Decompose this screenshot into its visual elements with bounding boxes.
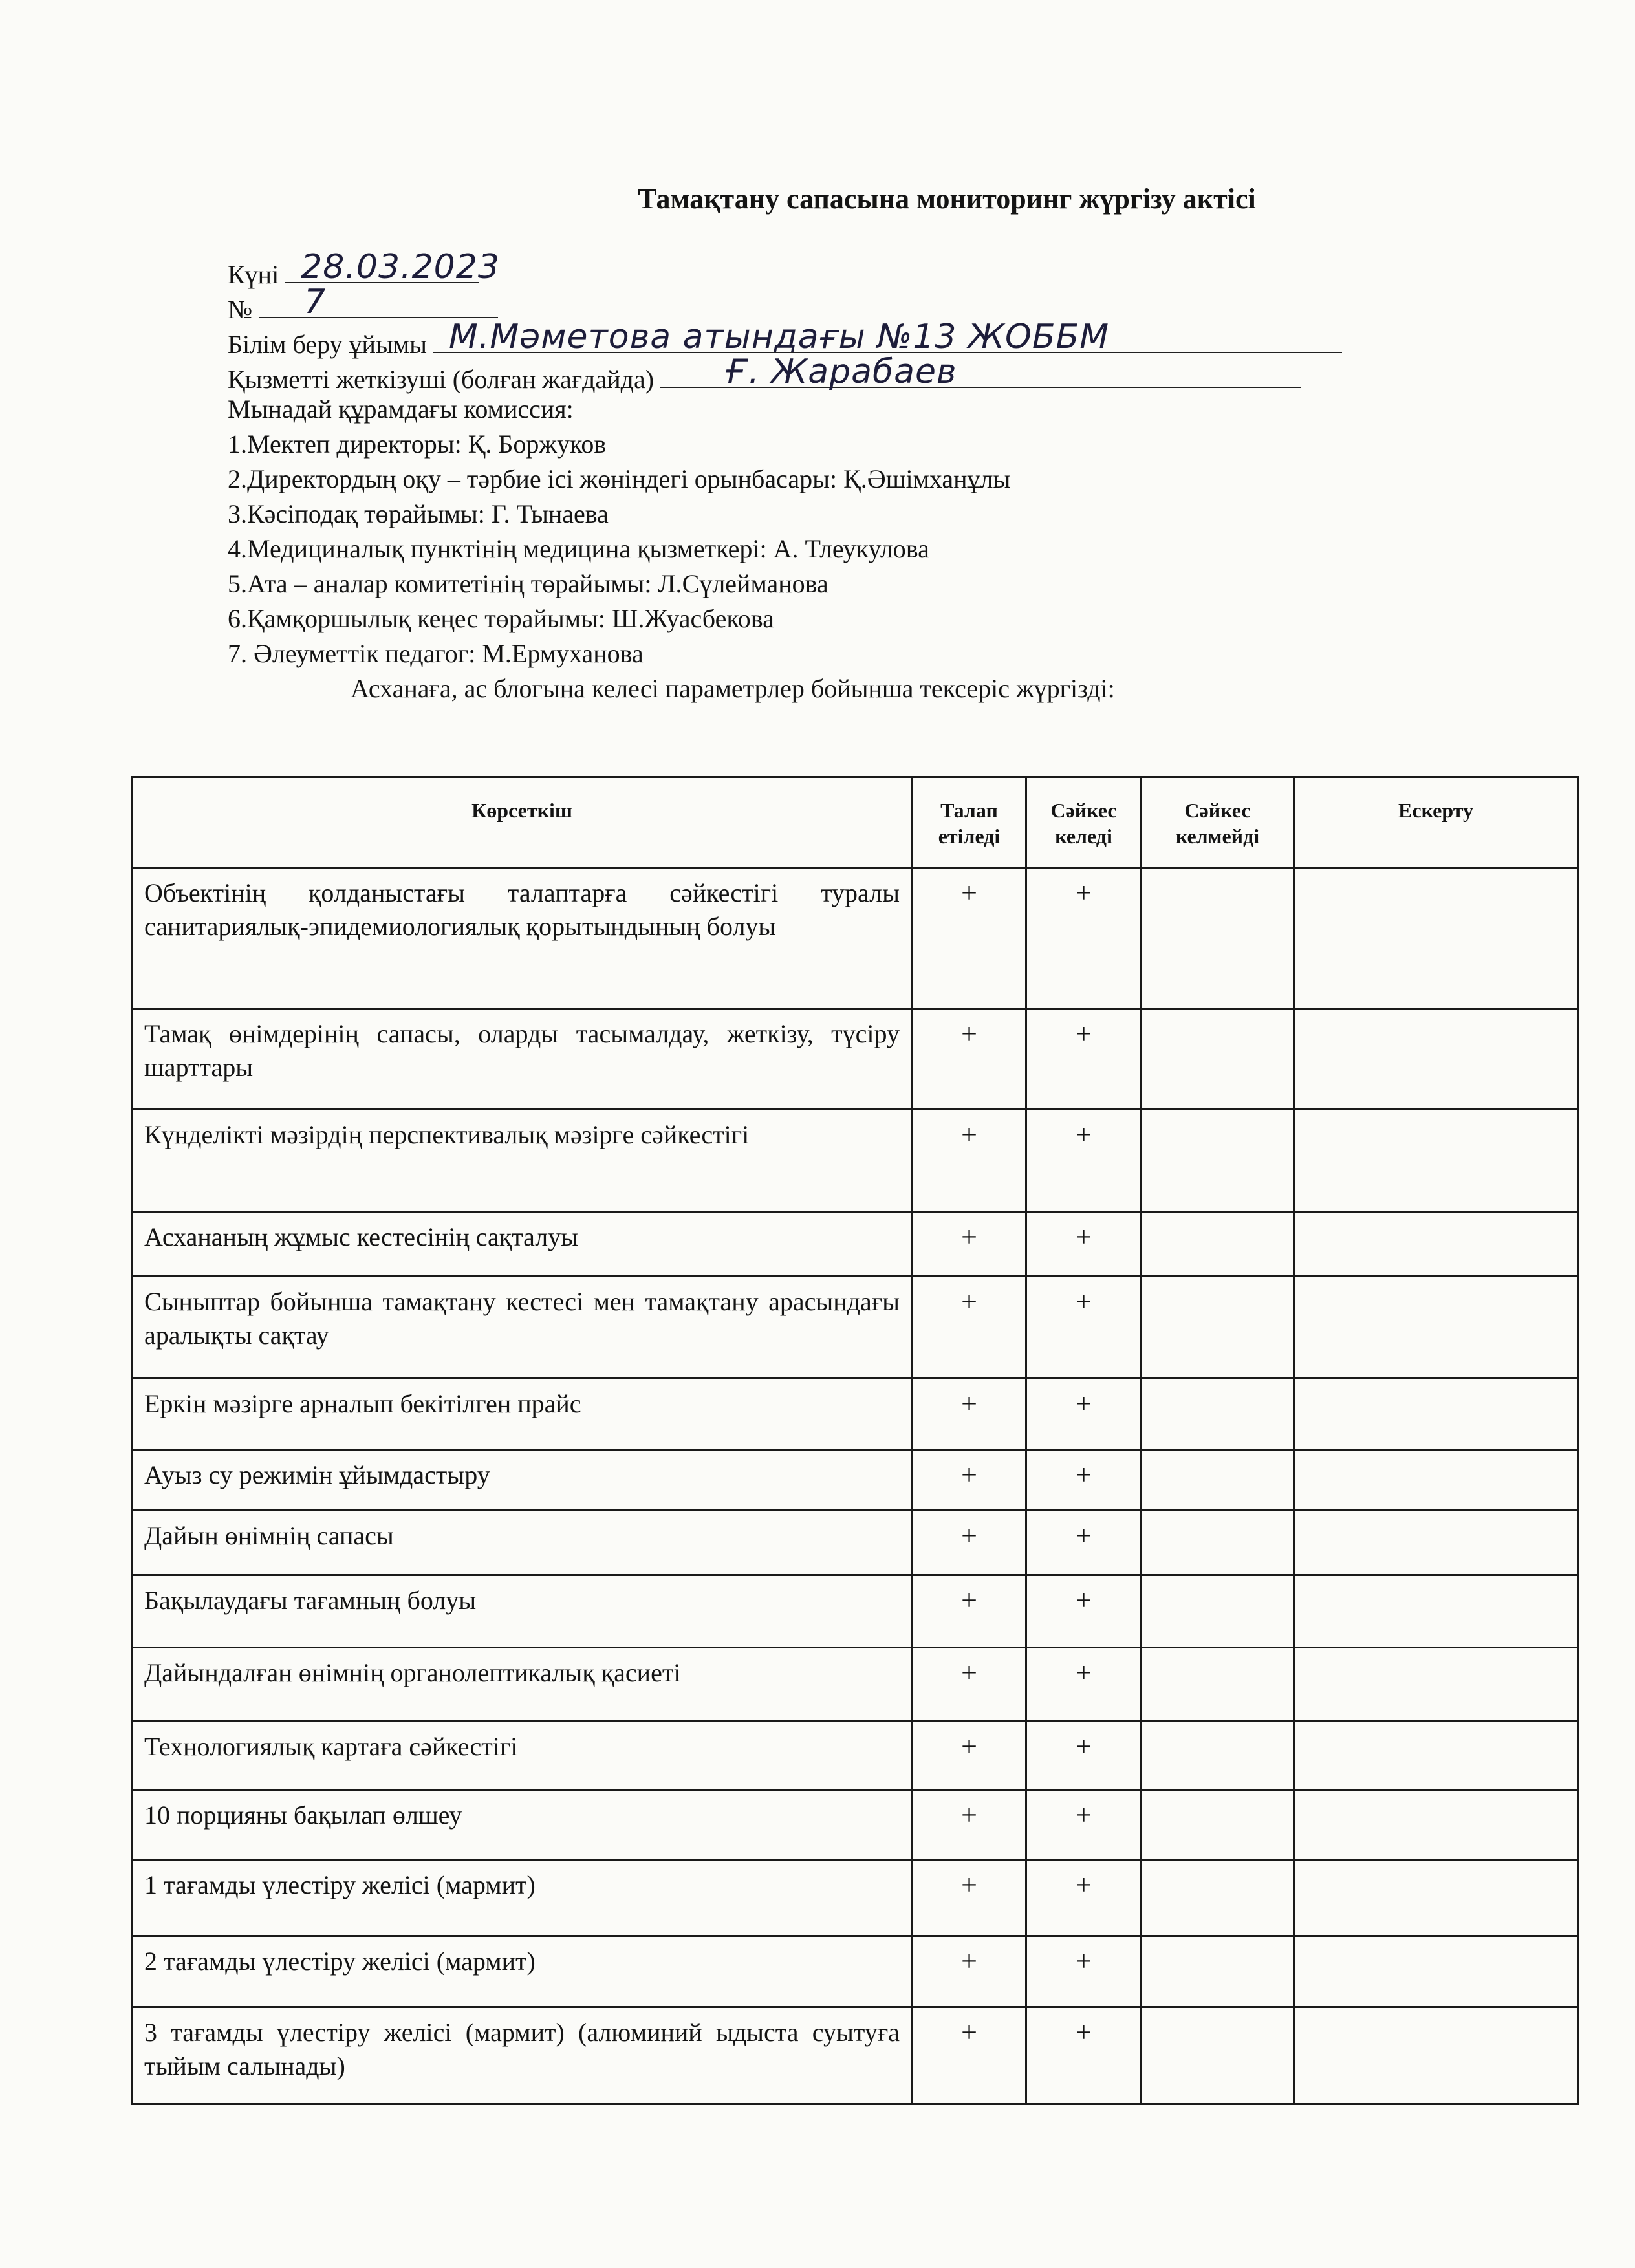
row-not-matches-mark — [1142, 1936, 1294, 2007]
org-label: Білім беру ұйымы — [228, 330, 427, 359]
row-indicator: Асхананың жұмыс кестесінің сақталуы — [132, 1212, 913, 1277]
row-not-matches-mark — [1142, 1722, 1294, 1790]
row-not-matches-mark — [1142, 1277, 1294, 1379]
member-2: 2.Директордың оқу – тәрбие ісі жөніндегі орынбасары: Қ.Әшімханұлы — [228, 464, 1011, 493]
table-row — [132, 1379, 1578, 1450]
col-required: Талап етіледі — [913, 777, 1026, 868]
row-not-matches-mark — [1142, 1212, 1294, 1277]
table-body — [132, 868, 1578, 2104]
number-line — [228, 283, 1489, 324]
row-matches-mark: + — [1026, 1575, 1142, 1648]
col-indicator: Көрсеткіш — [132, 777, 913, 868]
row-not-matches-mark — [1142, 2007, 1294, 2104]
member-4: 4.Медициналық пунктінің медицина қызметкері: А. Тлеукулова — [228, 534, 929, 563]
row-required-mark: + — [913, 868, 1026, 1009]
row-matches-mark: + — [1026, 1009, 1142, 1110]
supplier-field — [660, 352, 1301, 391]
table-header-row — [132, 777, 1578, 868]
date-value: 28.03.2023 — [301, 248, 500, 286]
row-required-mark: + — [913, 1722, 1026, 1790]
row-note — [1294, 1790, 1578, 1860]
row-not-matches-mark — [1142, 1648, 1294, 1722]
row-matches-mark: + — [1026, 1379, 1142, 1450]
row-indicator: Технологиялық картаға сәйкестігі — [132, 1722, 913, 1790]
row-not-matches-mark — [1142, 1790, 1294, 1860]
row-required-mark: + — [913, 1860, 1026, 1936]
row-not-matches-mark — [1142, 1379, 1294, 1450]
row-required-mark: + — [913, 1277, 1026, 1379]
supplier-line — [228, 352, 1489, 394]
row-not-matches-mark — [1142, 1511, 1294, 1575]
row-not-matches-mark — [1142, 1860, 1294, 1936]
member-1: 1.Мектеп директоры: Қ. Боржуков — [228, 429, 607, 459]
table-row — [132, 1511, 1578, 1575]
row-required-mark: + — [913, 1212, 1026, 1277]
member-6: 6.Қамқоршылық кеңес төрайымы: Ш.Жуасбекова — [228, 604, 774, 633]
row-note — [1294, 1936, 1578, 2007]
row-note — [1294, 1511, 1578, 1575]
table-row — [132, 1936, 1578, 2007]
row-not-matches-mark — [1142, 868, 1294, 1009]
row-matches-mark: + — [1026, 1450, 1142, 1511]
row-indicator: Еркін мәзірге арналып бекітілген прайс — [132, 1379, 913, 1450]
row-matches-mark: + — [1026, 2007, 1142, 2104]
row-indicator: Ауыз су режимін ұйымдастыру — [132, 1450, 913, 1511]
row-note — [1294, 1450, 1578, 1511]
row-indicator: Объектінің қолданыстағы талаптарға сәйкестігі туралы санитариялық-эпидемиологиялық қорытындының болуы — [132, 868, 913, 1009]
document-title: Тамақтану сапасына мониторинг жүргізу актісі — [638, 183, 1256, 215]
supplier-value: Ғ. Жарабаев — [725, 352, 957, 391]
member-5: 5.Ата – аналар комитетінің төрайымы: Л.Сүлейманова — [228, 569, 828, 598]
row-indicator: Дайын өнімнің сапасы — [132, 1511, 913, 1575]
row-indicator: Күнделікті мәзірдің перспективалық мәзірге сәйкестігі — [132, 1110, 913, 1212]
table-row — [132, 1009, 1578, 1110]
row-indicator: Бақылаудағы тағамның болуы — [132, 1575, 913, 1648]
row-not-matches-mark — [1142, 1575, 1294, 1648]
row-not-matches-mark — [1142, 1009, 1294, 1110]
row-matches-mark: + — [1026, 1722, 1142, 1790]
row-required-mark: + — [913, 1511, 1026, 1575]
row-note — [1294, 1379, 1578, 1450]
intro-text: Асханаға, ас блогына келесі параметрлер бойынша тексеріс жүргізді: — [351, 674, 1115, 703]
row-note — [1294, 1575, 1578, 1648]
row-matches-mark: + — [1026, 1277, 1142, 1379]
table-row — [132, 1790, 1578, 1860]
row-note — [1294, 1722, 1578, 1790]
row-indicator: 2 тағамды үлестіру желісі (мармит) — [132, 1936, 913, 2007]
number-label: № — [228, 295, 253, 324]
row-matches-mark: + — [1026, 1648, 1142, 1722]
member-3: 3.Кәсіподақ төрайымы: Г. Тынаева — [228, 499, 609, 528]
date-line — [228, 248, 1489, 289]
row-note — [1294, 1009, 1578, 1110]
table-row — [132, 1450, 1578, 1511]
row-indicator: Сыныптар бойынша тамақтану кестесі мен тамақтану арасындағы аралықты сақтау — [132, 1277, 913, 1379]
row-not-matches-mark — [1142, 1110, 1294, 1212]
supplier-label: Қызметті жеткізуші (болған жағдайда) — [228, 365, 655, 394]
row-note — [1294, 1110, 1578, 1212]
row-required-mark: + — [913, 1110, 1026, 1212]
row-matches-mark: + — [1026, 1936, 1142, 2007]
inspection-table — [131, 776, 1579, 2105]
commission-label: Мынадай құрамдағы комиссия: — [228, 394, 574, 424]
org-field — [433, 318, 1342, 356]
row-note — [1294, 1212, 1578, 1277]
row-matches-mark: + — [1026, 1790, 1142, 1860]
table-row — [132, 868, 1578, 1009]
row-required-mark: + — [913, 1009, 1026, 1110]
row-note — [1294, 2007, 1578, 2104]
number-field — [259, 283, 498, 321]
row-required-mark: + — [913, 1936, 1026, 2007]
row-required-mark: + — [913, 2007, 1026, 2104]
row-indicator: Тамақ өнімдерінің сапасы, оларды тасымалдау, жеткізу, түсіру шарттары — [132, 1009, 913, 1110]
row-note — [1294, 868, 1578, 1009]
row-note — [1294, 1277, 1578, 1379]
table-row — [132, 1860, 1578, 1936]
col-matches: Сәйкес келеді — [1026, 777, 1142, 868]
header-block — [228, 248, 1489, 706]
member-7: 7. Әлеуметтік педагог: М.Ермуханова — [228, 639, 644, 668]
row-matches-mark: + — [1026, 1212, 1142, 1277]
row-indicator: 1 тағамды үлестіру желісі (мармит) — [132, 1860, 913, 1936]
date-label: Күні — [228, 260, 279, 289]
table-row — [132, 1110, 1578, 1212]
table-row — [132, 1212, 1578, 1277]
table-row — [132, 1575, 1578, 1648]
col-note: Ескерту — [1294, 777, 1578, 868]
number-value: 7 — [304, 283, 327, 321]
row-matches-mark: + — [1026, 1860, 1142, 1936]
row-matches-mark: + — [1026, 1511, 1142, 1575]
row-note — [1294, 1860, 1578, 1936]
date-field — [285, 248, 500, 286]
row-note — [1294, 1648, 1578, 1722]
table-row — [132, 1277, 1578, 1379]
row-indicator: 10 порцияны бақылап өлшеу — [132, 1790, 913, 1860]
table-row — [132, 1648, 1578, 1722]
row-matches-mark: + — [1026, 1110, 1142, 1212]
row-required-mark: + — [913, 1790, 1026, 1860]
row-not-matches-mark — [1142, 1450, 1294, 1511]
table-row — [132, 1722, 1578, 1790]
row-required-mark: + — [913, 1575, 1026, 1648]
row-required-mark: + — [913, 1648, 1026, 1722]
table-row — [132, 2007, 1578, 2104]
row-matches-mark: + — [1026, 868, 1142, 1009]
row-required-mark: + — [913, 1379, 1026, 1450]
org-line — [228, 318, 1489, 359]
row-indicator: Дайындалған өнімнің органолептикалық қасиеті — [132, 1648, 913, 1722]
col-not-matches: Сәйкес келмейді — [1142, 777, 1294, 868]
row-indicator: 3 тағамды үлестіру желісі (мармит) (алюминий ыдыста суытуға тыйым салынады) — [132, 2007, 913, 2104]
org-value: М.Мәметова атындағы №13 ЖОББМ — [449, 318, 1110, 356]
row-required-mark: + — [913, 1450, 1026, 1511]
